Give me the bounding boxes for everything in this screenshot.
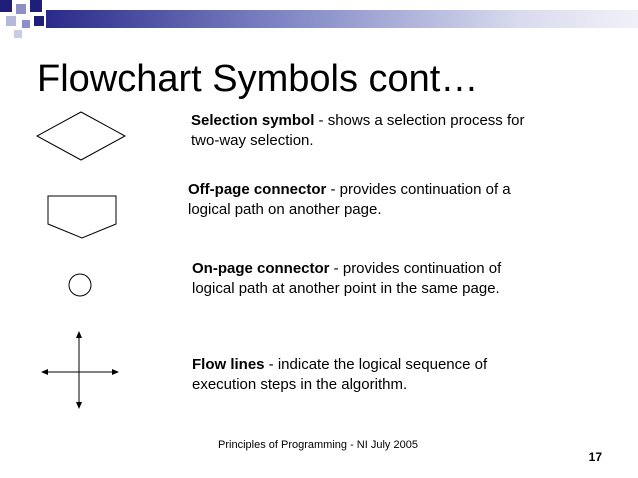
item-term: Off-page connector (188, 181, 327, 198)
decor-square (16, 4, 26, 14)
item-term: Flow lines (192, 356, 265, 373)
item-term: Selection symbol (191, 112, 315, 129)
item-description: - provides continuation of logical path at another point in the same page. (192, 260, 502, 297)
item-term: On-page connector (192, 260, 330, 277)
list-item (192, 355, 522, 395)
item-description: - shows a selection process for two-way selection. (191, 112, 525, 149)
decor-square (22, 20, 30, 28)
off-page-connector-icon (46, 194, 118, 240)
list-item (192, 259, 512, 299)
decor-square (14, 30, 22, 38)
item-description: - indicate the logical sequence of execution steps in the algorithm. (192, 356, 488, 393)
slide-footer: Principles of Programming - NI July 2005 (218, 439, 418, 451)
circle-icon (67, 272, 93, 298)
decor-square (6, 16, 16, 26)
header-decoration (0, 0, 638, 40)
list-item (188, 180, 538, 220)
slide-title: Flowchart Symbols cont… (37, 58, 479, 100)
item-description: - provides continuation of a logical path on another page. (188, 181, 511, 218)
list-item (191, 111, 531, 151)
page-number: 17 (588, 450, 602, 464)
flow-lines-arrows-icon (40, 330, 120, 410)
header-gradient-bar (46, 10, 638, 28)
decor-square (0, 0, 12, 12)
decor-square (30, 0, 42, 12)
decor-square (34, 16, 44, 26)
diamond-icon (34, 110, 128, 162)
